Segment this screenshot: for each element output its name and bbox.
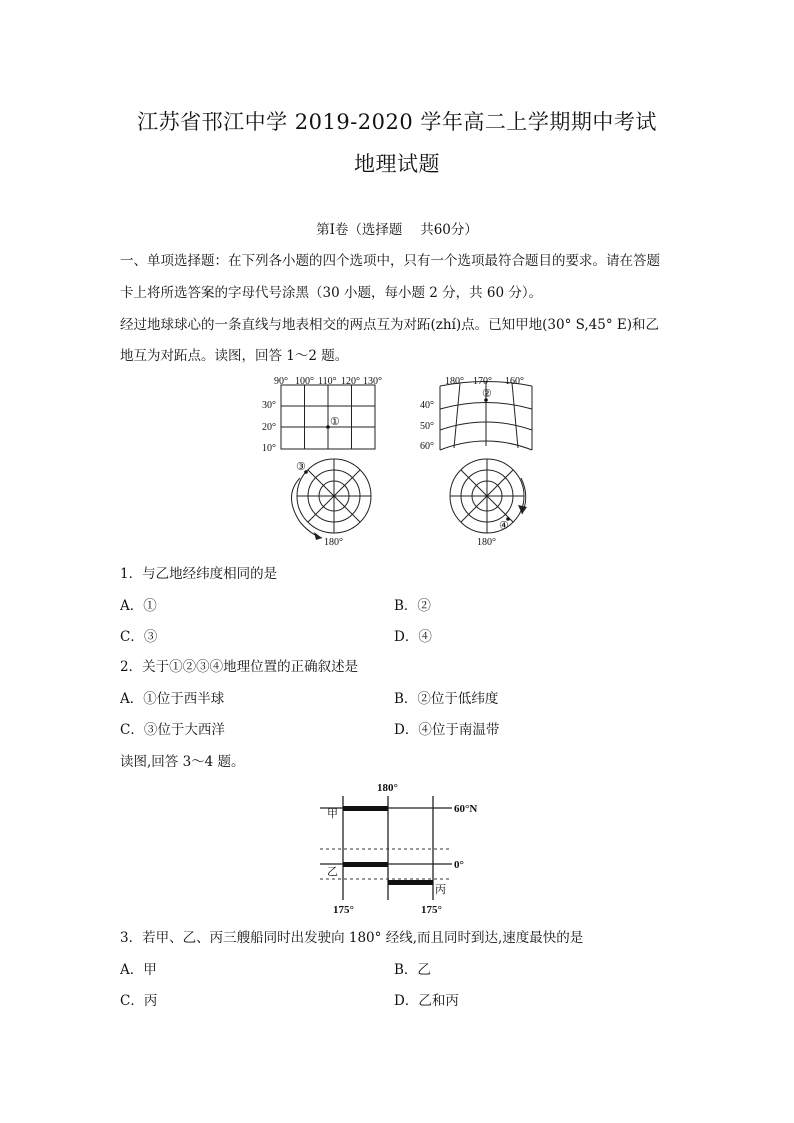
point-3-label: ③ (296, 461, 306, 473)
grid-left-label: 10° (262, 443, 276, 454)
point-4-label: ④ (499, 520, 509, 532)
polar-left-label: 180° (324, 537, 343, 548)
question-2-stem: 2．关于①②③④地理位置的正确叙述是 (120, 659, 359, 675)
question-2-option-d[interactable]: D．④位于南温带 (394, 722, 500, 738)
arc-left-label: 40° (420, 400, 434, 411)
intro-line-2: 地互为对跖点。读图，回答 1～2 题。 (120, 348, 349, 364)
grid-left-label: 20° (262, 422, 276, 433)
question-3-option-d[interactable]: D．乙和丙 (394, 993, 459, 1009)
arc-left-label: 60° (420, 441, 434, 452)
question-1-stem: 1．与乙地经纬度相同的是 (120, 566, 278, 582)
question-2-option-b[interactable]: B．②位于低纬度 (394, 691, 499, 707)
grid-top-label: 100° (295, 376, 314, 387)
ship-jia-route (343, 806, 388, 811)
question-3-option-a[interactable]: A．甲 (120, 962, 157, 978)
document-subtitle: 地理试题 (354, 152, 440, 176)
meridian-180-label: 180° (377, 782, 398, 794)
arc-top-label: 170° (473, 376, 492, 387)
grid-top-label: 130° (363, 376, 382, 387)
grid-top-label: 90° (274, 376, 288, 387)
lat-60n-label: 60°N (454, 803, 478, 815)
arc-left-label: 50° (420, 421, 434, 432)
instructions-line-2: 卡上将所选答案的字母代号涂黑（30 小题，每小题 2 分，共 60 分）。 (120, 285, 543, 301)
question-1-option-d[interactable]: D．④ (394, 629, 432, 645)
arc-top-label: 160° (505, 376, 524, 387)
question-3-option-c[interactable]: C．丙 (120, 993, 158, 1009)
grid-top-label: 110° (318, 376, 337, 387)
point-1-label: ① (330, 416, 340, 428)
ship-bing-route (388, 880, 433, 885)
ship-yi-route (343, 862, 388, 867)
meridian-175-left-label: 175° (333, 904, 354, 916)
ship-yi-label: 乙 (327, 866, 338, 878)
section-heading: 第Ⅰ卷（选择题 共60分） (316, 222, 478, 238)
meridian-175-right-label: 175° (421, 904, 442, 916)
instructions-line-1: 一、单项选择题：在下列各小题的四个选项中，只有一个选项最符合题目的要求。请在答题 (120, 253, 660, 269)
intro-line-1: 经过地球球心的一条直线与地表相交的两点互为对跖(zhí)点。已知甲地(30° S,45° E)和乙 (120, 317, 660, 333)
question-1-option-c[interactable]: C．③ (120, 629, 158, 645)
read-prompt-3-4: 读图,回答 3～4 题。 (120, 754, 245, 770)
question-2-option-c[interactable]: C．③位于大西洋 (120, 722, 225, 738)
ship-bing-label: 丙 (435, 884, 446, 896)
lat-0-label: 0° (454, 859, 464, 871)
point-2-label: ② (482, 388, 492, 400)
ship-jia-label: 甲 (327, 808, 338, 820)
question-3-stem: 3．若甲、乙、丙三艘船同时出发驶向 180° 经线,而且同时到达,速度最快的是 (120, 930, 584, 946)
document-title: 江苏省邗江中学 2019-2020 学年高二上学期期中考试 (137, 110, 657, 134)
grid-left-label: 30° (262, 400, 276, 411)
question-2-option-a[interactable]: A．①位于西半球 (120, 691, 225, 707)
question-3-option-b[interactable]: B．乙 (394, 962, 431, 978)
question-1-option-a[interactable]: A．① (120, 598, 157, 614)
grid-top-label: 120° (341, 376, 360, 387)
polar-right-label: 180° (477, 537, 496, 548)
question-1-option-b[interactable]: B．② (394, 598, 431, 614)
arc-top-label: 180° (445, 376, 464, 387)
